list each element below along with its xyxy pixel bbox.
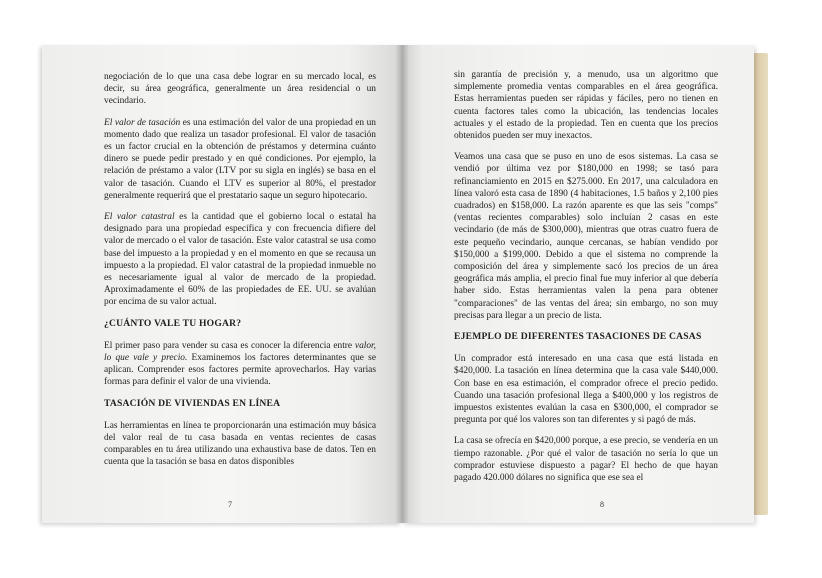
paragraph: Las herramientas en línea te proporcionarán una estimación muy básica del valor real de tu casa basada en ventas recientes de casas comparables en tu área utilizando una exhaustiva base de datos. Ten en cuenta que la tasación se basa en datos disponibles xyxy=(104,420,376,468)
section-heading: TASACIÓN DE VIVIENDAS EN LÍNEA xyxy=(104,397,281,409)
section-heading: ¿CUÁNTO VALE TU HOGAR? xyxy=(104,317,242,329)
section-heading: EJEMPLO DE DIFERENTES TASACIONES DE CASAS xyxy=(454,331,702,343)
book-cover-edge xyxy=(754,53,768,515)
paragraph: El valor de tasación es una estimación del valor de una propiedad en un momento dado que realiza un tasador profesional. El valor de tasación es un factor crucial en la obtención de préstamos y determina cuánto dinero se puede pedir prestado y en qué condiciones. Por ejemplo, la relación de préstamo a valor (LTV por su sigla en inglés) se basa en el valor de tasación. Cuando el LTV es superior al 80%, el prestador generalmente requerirá que el prestatario saque un seguro hipotecario. xyxy=(104,117,376,201)
paragraph: El primer paso para vender su casa es conocer la diferencia entre valor, lo que vale y precio. Examinemos los factores determinantes que se aplican. Comprender esos factores permite aprovecharlos. Hay varias formas para definir el valor de una vivienda. xyxy=(104,340,376,388)
paragraph: El valor catastral es la cantidad que el gobierno local o estatal ha designado para una propiedad específica y con frecuencia difiere del valor de mercado o el valor de tasación. Este valor catastral se usa como base del impuesto a la propiedad y en el momento en que se recausa un impuesto a la propiedad. El valor catastral de la propiedad inmueble no es necesariamente igual al valor de mercado de la propiedad. Aproximadamente el 60% de las propiedades de EE. UU. se avalúan por encima de su valor actual. xyxy=(104,212,376,308)
paragraph: La casa se ofrecía en $420,000 porque, a ese precio, se vendería en un tiempo razonable. ¿Por qué el valor de tasación no sería lo que un comprador estuviese dispuesto a pagar? El hecho de que hayan pagado 420.000 dólares no significa que ese sea el xyxy=(454,436,718,484)
left-page xyxy=(42,45,402,523)
paragraph: sin garantía de precisión y, a menudo, usa un algoritmo que simplemente promedia ventas comparables en el área geográfica. Estas herramientas pueden ser rápidas y fáciles, pero no tienen en cuenta factores tales como la ubicación, las tendencias locales actuales y el estado de la propiedad. Ten en cuenta que los precios obtenidos pueden ser muy inexactos. xyxy=(454,70,718,142)
open-book xyxy=(40,45,768,523)
paragraph: Un comprador está interesado en una casa que está listada en $420,000. La tasación en línea determina que la casa vale $440,000. Con base en esa estimación, el comprador ofrece el precio pedido. Cuando una tasación profesional llega a $400,000 y los registros de impuestos existentes evalúan la casa en $300,000, el comprador se pregunta por qué los valores son tan diferentes y si pagó de más. xyxy=(454,354,718,426)
paragraph: Veamos una casa que se puso en uno de esos sistemas. La casa se vendió por última vez por $180,000 en 1998; se tasó para refinanciamiento en 2015 en $275.000. En 2017, una calculadora en línea valoró esta casa de 1890 (4 habitaciones, 1.5 baños y 2,100 pies cuadrados) en $158,000. La razón aparente es que las seis "comps" (ventas recientes comparables) solo incluían 2 casas en este vecindario (de más de $300,000), mientras que otras cuatro fuera de este pequeño vecindario, aunque cercanas, se habían vendido por $150,000 a $199,000. Debido a que el sistema no comprende la composición del área y simplemente sacó los precios de un área geográfica más amplia, el precio final fue muy inferior al que debería haber sido. Estas herramientas valen la pena para obtener "comparaciones" de las ventas del área; sin embargo, no son muy precisas para llegar a un precio de lista. xyxy=(454,152,718,321)
paragraph: negociación de lo que una casa debe lograr en su mercado local, es decir, su área geográfica, generalmente un área residencial o un vecindario. xyxy=(104,72,376,107)
right-page xyxy=(402,45,754,523)
page-number: 8 xyxy=(600,499,604,509)
page-number: 7 xyxy=(228,499,232,509)
book-gutter xyxy=(395,45,409,523)
